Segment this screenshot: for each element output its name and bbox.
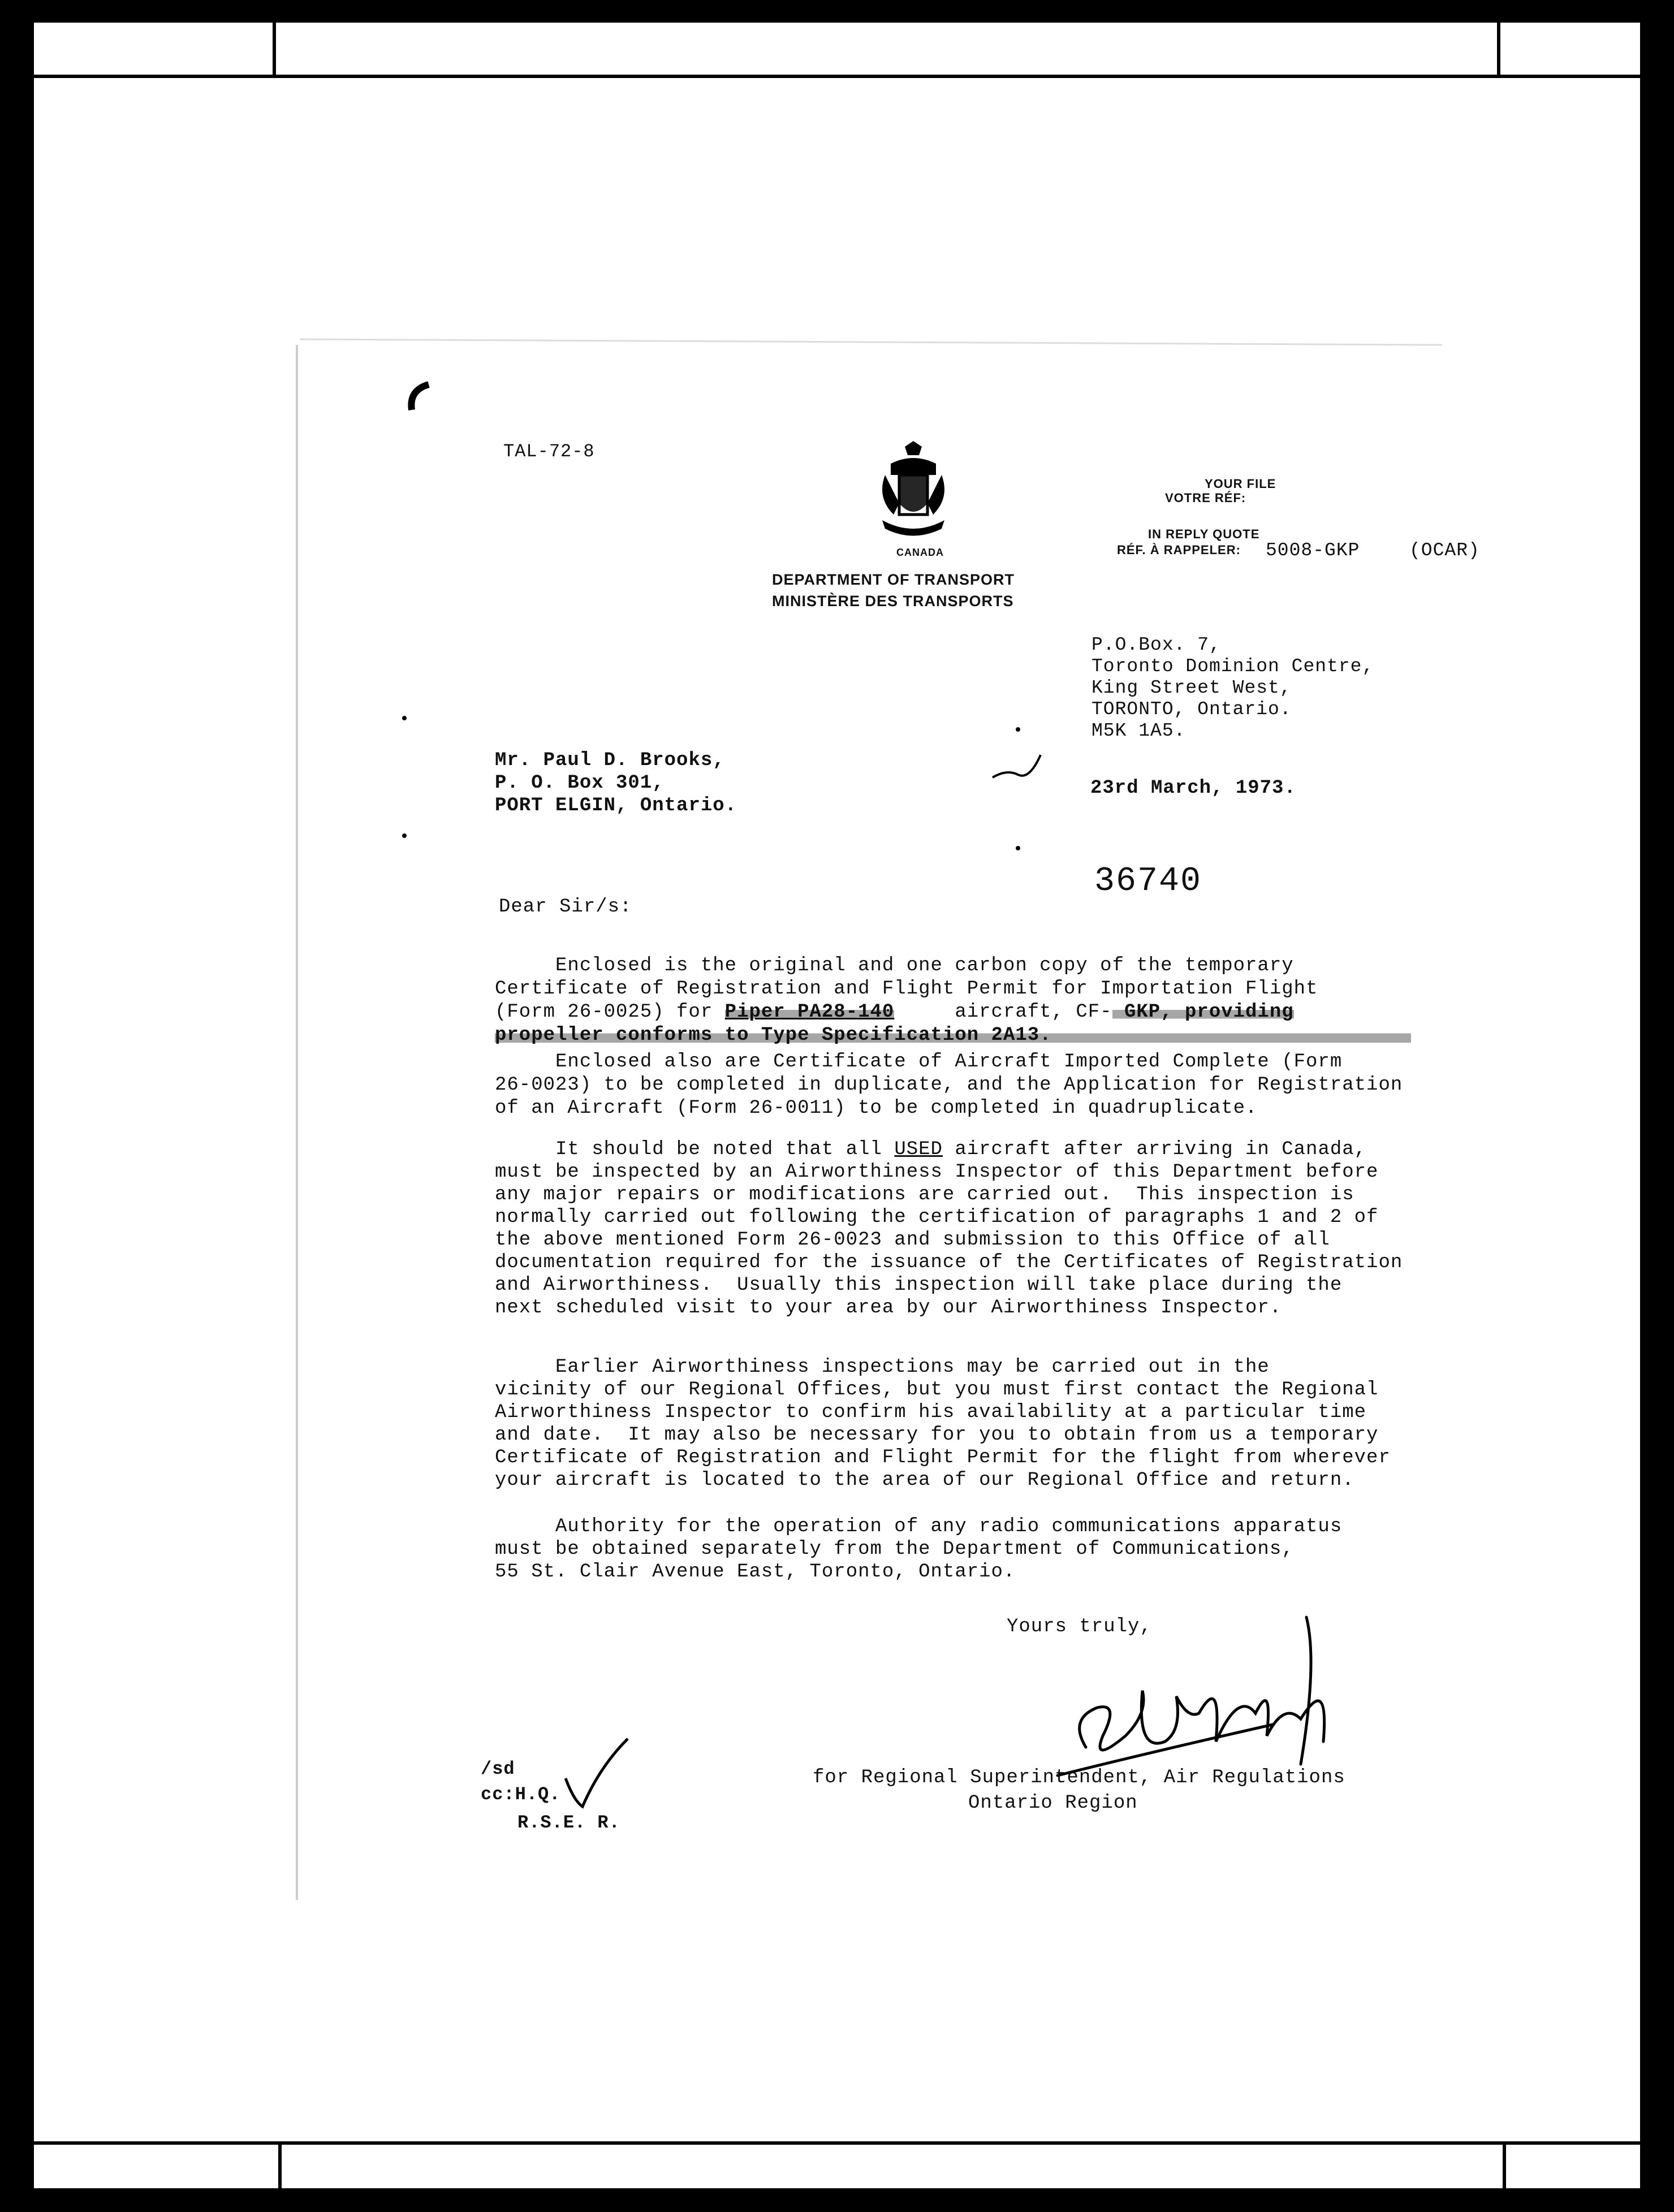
- crest-label: CANADA: [896, 547, 944, 558]
- file-reference: TAL-72-8: [503, 441, 595, 462]
- salutation: Dear Sir/s:: [499, 896, 632, 918]
- recipient-address: Mr. Paul D. Brooks, P. O. Box 301, PORT ELGIN, Ontario.: [495, 750, 737, 816]
- reply-reference: 5008-GKP: [1266, 540, 1360, 561]
- propeller-condition: propeller conforms to Type Specification 2A13.: [495, 1024, 1411, 1047]
- ocar-code: (OCAR): [1409, 540, 1480, 561]
- your-file-label: YOUR FILE: [1205, 477, 1276, 491]
- closing: Yours truly,: [1007, 1616, 1152, 1638]
- paragraph-1: Enclosed is the original and one carbon copy of the temporary Certificate of Registration and Flight Permit for Importation Flight (Form 26-0025) for Piper PA28-140 aircraft, CF- GKP, providing propeller conforms to Type Specification 2A13.: [495, 954, 1411, 1047]
- department-en: DEPARTMENT OF TRANSPORT: [772, 571, 1015, 588]
- aircraft-registration: GKP, providing: [1112, 1001, 1294, 1023]
- signer-title: for Regional Superintendent, Air Regulations: [813, 1767, 1345, 1788]
- typist-initials: /sd: [481, 1759, 515, 1779]
- paragraph-3: It should be noted that all USED aircraft after arriving in Canada, must be inspected by an Airworthiness Inspector of this Department before any major repairs or modifications are carried out. This inspection is normally carried out following the certification of paragraphs 1 and 2 of the above mentioned Form 26-0023 and submission to this Office of all documentation required for the issuance of the Certificates of Registration and Airworthiness. Usually this inspection will take place during the next scheduled visit to your area by our Airworthiness Inspector.: [495, 1139, 1403, 1319]
- signer-region: Ontario Region: [968, 1792, 1138, 1814]
- signature: [1035, 1606, 1363, 1792]
- letter-date: 23rd March, 1973.: [1090, 777, 1296, 799]
- cc-line-2: R.S.E. R.: [517, 1812, 620, 1833]
- in-reply-label: IN REPLY QUOTE: [1148, 527, 1260, 541]
- department-fr: MINISTÈRE DES TRANSPORTS: [772, 593, 1014, 610]
- paragraph-4: Earlier Airworthiness inspections may be carried out in the vicinity of our Regional Offices, but you must first contact the Regional Airworthiness Inspector to confirm his availability at a particular time and date. It may also be necessary for you to obtain from us a temporary Certificate of Registration and Flight Permit for the flight from wherever your aircraft is located to the area of our Regional Office and return.: [495, 1356, 1391, 1491]
- votre-ref-label: VOTRE RÉF:: [1165, 491, 1246, 505]
- cc-line: cc:H.Q.: [481, 1784, 561, 1805]
- handwritten-mark: [990, 752, 1046, 786]
- ref-rappeler-label: RÉF. À RAPPELER:: [1117, 543, 1241, 557]
- paragraph-2: Enclosed also are Certificate of Aircraft Imported Complete (Form 26-0023) to be completed in duplicate, and the Application for Registration of an Aircraft (Form 26-0011) to be completed in quadruplicate.: [495, 1051, 1403, 1119]
- checkmark-icon: [560, 1733, 633, 1812]
- paragraph-5: Authority for the operation of any radio communications apparatus must be obtained separately from the Department of Communications, 55 St. Clair Avenue East, Toronto, Ontario.: [495, 1516, 1343, 1583]
- aircraft-model: Piper PA28-140: [724, 1001, 895, 1023]
- sender-address: P.O.Box. 7, Toronto Dominion Centre, King Street West, TORONTO, Ontario. M5K 1A5.: [1091, 634, 1374, 741]
- stamp-number: 36740: [1094, 862, 1202, 901]
- canada-coat-of-arms-icon: [874, 441, 953, 546]
